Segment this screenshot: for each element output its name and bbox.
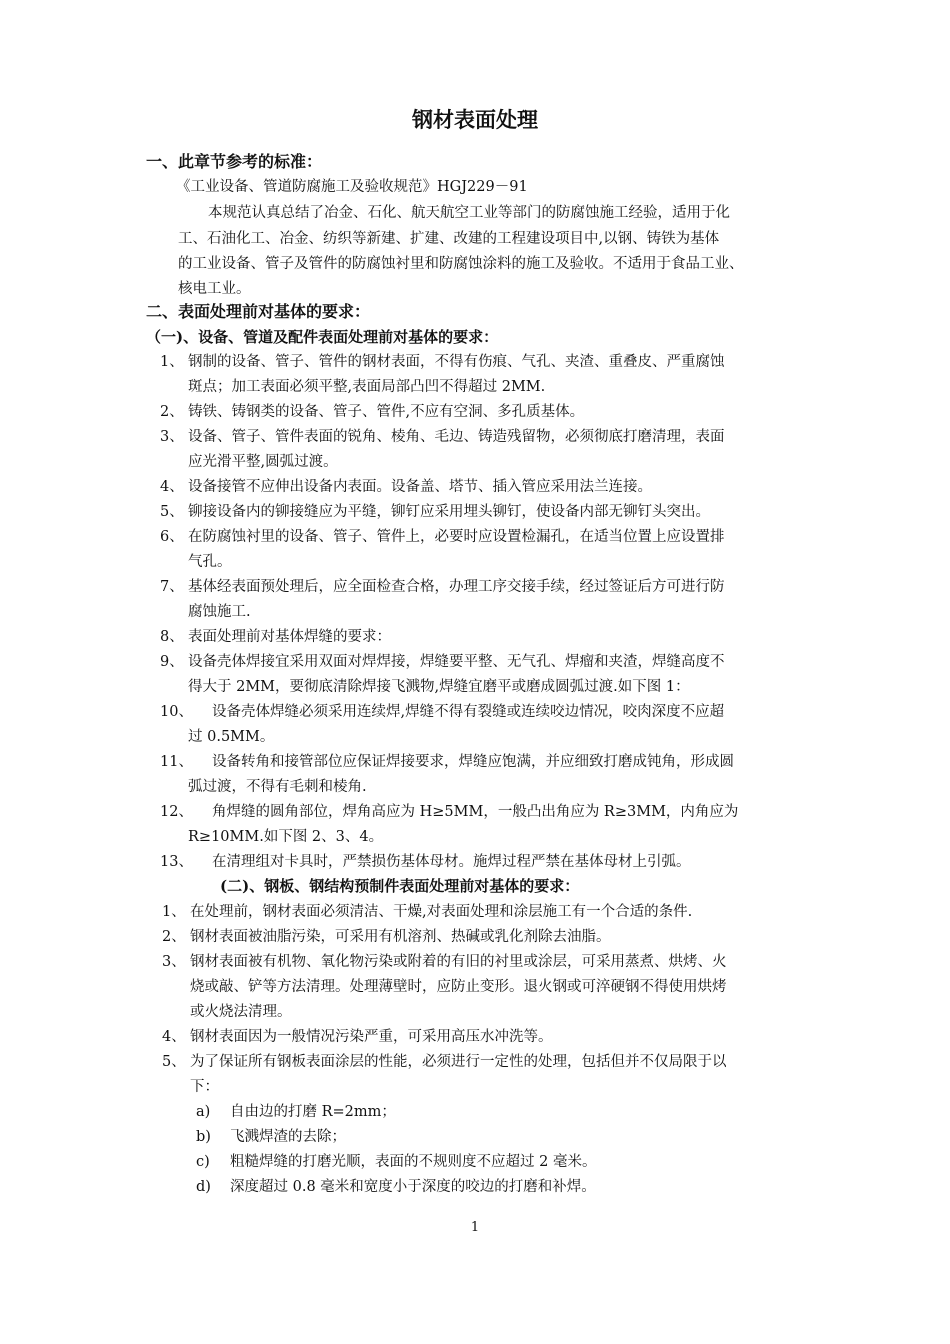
item-number: 2、 [160,404,184,420]
item-number: 11、 [160,754,193,770]
item-line: 在处理前，钢材表面必须清洁、干燥,对表面处理和涂层施工有一个合适的条件. [190,904,693,920]
item-line: 在防腐蚀衬里的设备、管子、管件上，必要时应设置检漏孔，在适当位置上应设置排 [188,529,725,545]
item-line: 斑点；加工表面必须平整,表面局部凸凹不得超过 2MM. [188,379,546,395]
page-number: 1 [470,1220,480,1235]
page-title: 钢材表面处理 [412,107,538,132]
item-line: 角焊缝的圆角部位，焊角高应为 H≥5MM，一般凸出角应为 R≥3MM，内角应为 [212,804,739,820]
item-line: 钢材表面被有机物、氧化物污染或附着的有旧的衬里或涂层，可采用蒸煮、烘烤、火 [190,954,727,970]
item-line: 设备壳体焊缝必须采用连续焊,焊缝不得有裂缝或连续咬边情况，咬肉深度不应超 [212,704,725,720]
item-line: 铸铁、铸钢类的设备、管子、管件,不应有空洞、多孔质基体。 [188,404,585,420]
paragraph-line: 核电工业。 [178,281,251,297]
item-number: 9、 [160,654,184,670]
item-number: 3、 [160,429,184,445]
paragraph-line: 本规范认真总结了冶金、石化、航天航空工业等部门的防腐蚀施工经验，适用于化 [208,205,730,221]
subitem-text: 深度超过 0.8 毫米和宽度小于深度的咬边的打磨和补焊。 [230,1179,596,1195]
item-line: 气孔。 [188,554,232,570]
item-line: 得大于 2MM，要彻底清除焊接飞溅物,焊缝宜磨平或磨成圆弧过渡.如下图 1： [188,679,690,695]
subitem-text: 自由边的打磨 R=2mm； [230,1104,396,1120]
item-line: 设备、管子、管件表面的锐角、棱角、毛边、铸造残留物，必须彻底打磨清理，表面 [188,429,725,445]
item-line: 应光滑平整,圆弧过渡。 [188,454,338,470]
item-number: 5、 [162,1054,186,1070]
subitem-letter: d) [196,1179,211,1195]
item-line: 腐蚀施工. [188,604,251,620]
standard-reference: 《工业设备、管道防腐施工及验收规范》HGJ229－91 [176,179,528,195]
item-number: 2、 [162,929,186,945]
subitem-letter: c) [196,1154,210,1170]
item-line: R≥10MM.如下图 2、3、4。 [188,829,384,845]
item-number: 6、 [160,529,184,545]
paragraph-line: 的工业设备、管子及管件的防腐蚀衬里和防腐蚀涂料的施工及验收。不适用于食品工业、 [178,256,744,272]
item-line: 钢制的设备、管子、管件的钢材表面，不得有伤痕、气孔、夹渣、重叠皮、严重腐蚀 [188,354,725,370]
section-2-heading: 二、表面处理前对基体的要求： [146,302,371,321]
subsection-2-heading: (二)、钢板、钢结构预制件表面处理前对基体的要求： [220,877,580,895]
subitem-letter: b) [196,1129,211,1145]
item-line: 弧过渡，不得有毛刺和棱角. [188,779,367,795]
subitem-text: 粗糙焊缝的打磨光顺，表面的不规则度不应超过 2 毫米。 [230,1154,597,1170]
item-line: 或火烧法清理。 [190,1004,292,1020]
item-number: 4、 [160,479,184,495]
item-number: 1、 [162,904,186,920]
item-number: 13、 [160,854,193,870]
subitem-text: 飞溅焊渣的去除； [230,1129,346,1145]
paragraph-line: 工、石油化工、冶金、纺织等新建、扩建、改建的工程建设项目中,以钢、铸铁为基体 [178,231,720,247]
item-number: 7、 [160,579,184,595]
item-line: 铆接设备内的铆接缝应为平缝，铆钉应采用埋头铆钉，使设备内部无铆钉头突出。 [188,504,710,520]
item-line: 在清理组对卡具时，严禁损伤基体母材。施焊过程严禁在基体母材上引弧。 [212,854,691,870]
item-line: 表面处理前对基体焊缝的要求： [188,629,391,645]
item-line: 设备转角和接管部位应保证焊接要求，焊缝应饱满，并应细致打磨成钝角，形成圆 [212,754,734,770]
item-number: 4、 [162,1029,186,1045]
item-number: 10、 [160,704,193,720]
item-line: 为了保证所有钢板表面涂层的性能，必须进行一定性的处理，包括但并不仅局限于以 [190,1054,727,1070]
item-number: 8、 [160,629,184,645]
item-line: 下： [190,1079,219,1095]
item-line: 钢材表面被油脂污染，可采用有机溶剂、热碱或乳化剂除去油脂。 [190,929,611,945]
subitem-letter: a) [196,1104,211,1120]
item-line: 设备接管不应伸出设备内表面。设备盖、塔节、插入管应采用法兰连接。 [188,479,652,495]
item-line: 烧或敲、铲等方法清理。处理薄壁时，应防止变形。退火钢或可淬硬钢不得使用烘烤 [190,979,727,995]
item-number: 5、 [160,504,184,520]
subsection-1-heading: （一)、设备、管道及配件表面处理前对基体的要求： [146,328,499,346]
item-line: 钢材表面因为一般情况污染严重，可采用高压水冲洗等。 [190,1029,553,1045]
item-line: 基体经表面预处理后，应全面检查合格，办理工序交接手续，经过签证后方可进行防 [188,579,725,595]
item-line: 设备壳体焊接宜采用双面对焊焊接，焊缝要平整、无气孔、焊瘤和夹渣，焊缝高度不 [188,654,725,670]
item-line: 过 0.5MM。 [188,729,275,745]
item-number: 1、 [160,354,184,370]
item-number: 12、 [160,804,193,820]
item-number: 3、 [162,954,186,970]
section-1-heading: 一、此章节参考的标准： [146,152,323,171]
